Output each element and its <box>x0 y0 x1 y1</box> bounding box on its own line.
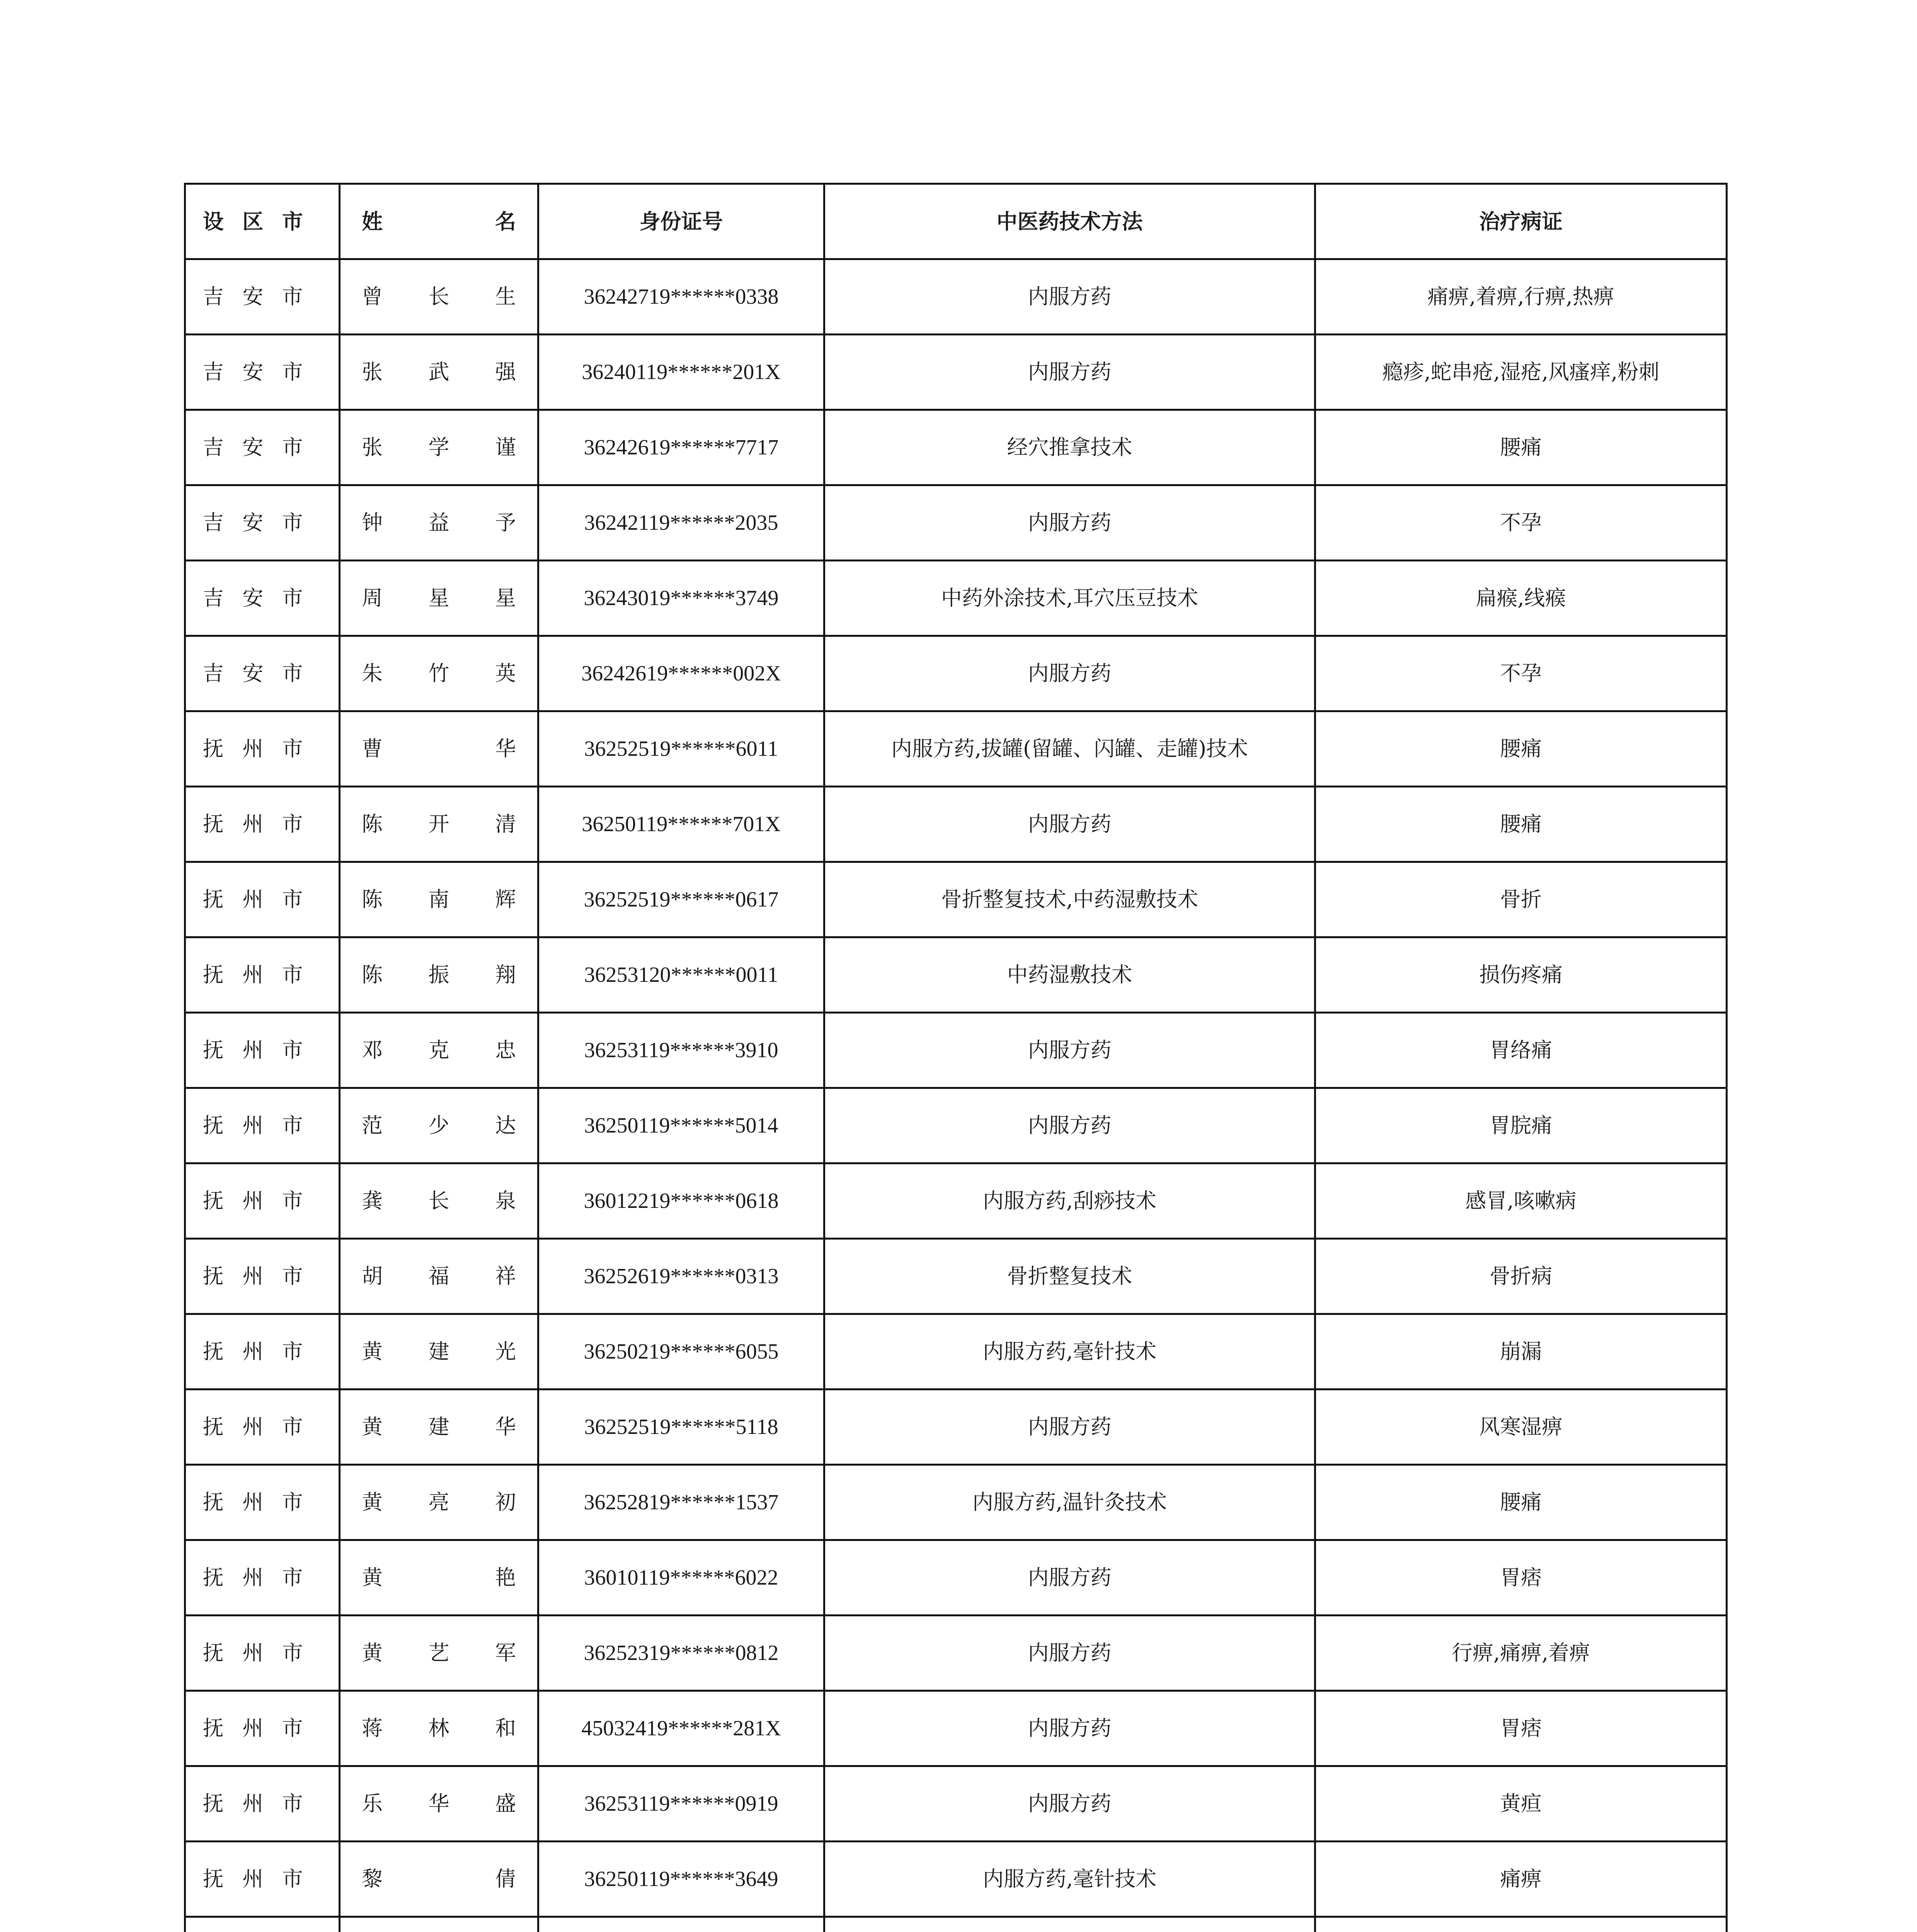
cell-method <box>824 1917 1315 1932</box>
cell-id-number: 45032419******281X <box>538 1691 824 1766</box>
cell-id-number: 36242619******7717 <box>538 410 824 485</box>
name-char: 陈 <box>362 812 383 836</box>
cell-method: 内服方药 <box>824 485 1315 561</box>
cell-city: 抚州市 <box>185 1013 340 1088</box>
cell-name <box>340 862 538 937</box>
cell-id-number: 36250119******3649 <box>538 1842 824 1917</box>
header-name-part: 姓 <box>362 209 383 234</box>
cell-city: 抚州市 <box>185 1842 340 1917</box>
name-char: 建 <box>428 1415 449 1439</box>
name-char: 张 <box>362 435 383 459</box>
cell-name <box>340 561 538 636</box>
name-char: 谨 <box>495 435 516 459</box>
cell-name <box>340 410 538 485</box>
cell-method: 骨折整复技术 <box>824 1239 1315 1314</box>
cell-name-text <box>362 434 516 461</box>
name-char: 南 <box>428 887 449 912</box>
name-char: 曾 <box>362 284 383 309</box>
name-char: 亮 <box>428 1490 449 1514</box>
cell-city: 抚州市 <box>185 1691 340 1766</box>
cell-city: 抚州市 <box>185 1465 340 1540</box>
table-row <box>185 1239 1727 1314</box>
table-row <box>185 1314 1727 1389</box>
name-char: 倩 <box>495 1867 516 1891</box>
table-row <box>185 410 1727 485</box>
name-char: 予 <box>495 510 516 535</box>
cell-method: 中药湿敷技术 <box>824 937 1315 1013</box>
cell-city: 抚州市 <box>185 1389 340 1465</box>
table-row <box>185 1917 1727 1932</box>
name-char: 初 <box>495 1490 516 1514</box>
cell-disease: 风寒湿痹 <box>1315 1389 1727 1465</box>
cell-disease: 腰痛 <box>1315 711 1727 787</box>
cell-city: 吉安市 <box>185 485 340 561</box>
name-char: 黄 <box>362 1415 383 1439</box>
cell-method: 内服方药 <box>824 1766 1315 1842</box>
name-char: 长 <box>428 1189 449 1213</box>
name-char: 福 <box>428 1264 449 1288</box>
cell-city: 吉安市 <box>185 259 340 335</box>
name-char: 长 <box>428 284 449 309</box>
cell-id-number: 36010119******6022 <box>538 1540 824 1616</box>
name-char: 学 <box>428 435 449 459</box>
cell-name-text <box>362 961 516 988</box>
cell-id-number: 36012219******0618 <box>538 1163 824 1239</box>
name-char: 黄 <box>362 1339 383 1364</box>
cell-method: 内服方药 <box>824 1616 1315 1691</box>
cell-disease: 不孕 <box>1315 636 1727 711</box>
name-char: 少 <box>428 1113 449 1138</box>
table-row <box>185 1013 1727 1088</box>
cell-name-text <box>362 1489 516 1516</box>
table-row <box>185 259 1727 335</box>
cell-name-text <box>362 1790 516 1817</box>
cell-id-number: 36250219******6055 <box>538 1314 824 1389</box>
name-char: 黎 <box>362 1867 383 1891</box>
cell-id-number: 36252519******6011 <box>538 711 824 787</box>
cell-name-text <box>362 1564 516 1591</box>
name-char: 强 <box>495 360 516 384</box>
cell-method: 内服方药,拔罐(留罐、闪罐、走罐)技术 <box>824 711 1315 787</box>
name-char: 艺 <box>428 1641 449 1665</box>
table-row <box>185 1616 1727 1691</box>
cell-method: 内服方药 <box>824 636 1315 711</box>
cell-method: 内服方药,毫针技术 <box>824 1314 1315 1389</box>
cell-name <box>340 1013 538 1088</box>
name-char: 陈 <box>362 887 383 912</box>
cell-id-number: 36253120******0011 <box>538 937 824 1013</box>
cell-method: 内服方药 <box>824 1540 1315 1616</box>
name-char: 开 <box>428 812 449 836</box>
cell-method: 经穴推拿技术 <box>824 410 1315 485</box>
cell-method: 内服方药 <box>824 1013 1315 1088</box>
cell-id-number: 36242719******0338 <box>538 259 824 335</box>
cell-city: 抚州市 <box>185 1163 340 1239</box>
cell-id-number: 36252619******0313 <box>538 1239 824 1314</box>
name-char: 龚 <box>362 1189 383 1213</box>
cell-id-number: 36242119******2035 <box>538 485 824 561</box>
table-row <box>185 1163 1727 1239</box>
cell-city <box>185 1917 340 1932</box>
header-city: 设区市 <box>185 184 340 259</box>
name-char: 蒋 <box>362 1716 383 1740</box>
name-char: 克 <box>428 1038 449 1062</box>
cell-disease: 崩漏 <box>1315 1314 1727 1389</box>
cell-disease: 感冒,咳嗽病 <box>1315 1163 1727 1239</box>
cell-id-number: 36252319******0812 <box>538 1616 824 1691</box>
cell-id-number: 36243019******3749 <box>538 561 824 636</box>
cell-city: 抚州市 <box>185 862 340 937</box>
cell-name <box>340 1314 538 1389</box>
cell-name <box>340 636 538 711</box>
name-char: 张 <box>362 360 383 384</box>
name-char: 朱 <box>362 661 383 685</box>
table-row <box>185 1389 1727 1465</box>
name-char: 华 <box>495 1415 516 1439</box>
table-row <box>185 937 1727 1013</box>
cell-id-number: 36242619******002X <box>538 636 824 711</box>
cell-method: 骨折整复技术,中药湿敷技术 <box>824 862 1315 937</box>
cell-disease: 行痹,痛痹,着痹 <box>1315 1616 1727 1691</box>
cell-method: 内服方药,毫针技术 <box>824 1842 1315 1917</box>
cell-disease <box>1315 1917 1727 1932</box>
name-char: 林 <box>428 1716 449 1740</box>
cell-disease: 胃络痛 <box>1315 1013 1727 1088</box>
table-row <box>185 335 1727 410</box>
name-char: 翔 <box>495 963 516 987</box>
cell-method: 内服方药,温针灸技术 <box>824 1465 1315 1540</box>
cell-city: 吉安市 <box>185 561 340 636</box>
cell-method: 内服方药 <box>824 787 1315 862</box>
cell-name-text <box>362 1866 516 1893</box>
cell-city: 吉安市 <box>185 636 340 711</box>
name-char: 益 <box>428 510 449 535</box>
name-char: 曹 <box>362 736 383 761</box>
cell-name-text <box>362 509 516 536</box>
cell-id-number <box>538 1917 824 1932</box>
cell-city: 抚州市 <box>185 1616 340 1691</box>
name-char: 周 <box>362 586 383 610</box>
cell-city: 抚州市 <box>185 1239 340 1314</box>
table-row <box>185 787 1727 862</box>
cell-name-text <box>362 1112 516 1139</box>
cell-disease: 胃痞 <box>1315 1540 1727 1616</box>
name-char: 胡 <box>362 1264 383 1288</box>
cell-name-text <box>362 811 516 838</box>
header-id-number: 身份证号 <box>538 184 824 259</box>
cell-name-text <box>362 1187 516 1214</box>
name-char: 英 <box>495 661 516 685</box>
cell-name <box>340 259 538 335</box>
cell-name-text <box>362 886 516 913</box>
cell-disease: 黄疸 <box>1315 1766 1727 1842</box>
header-name-part: 名 <box>495 209 516 234</box>
cell-id-number: 36252519******5118 <box>538 1389 824 1465</box>
cell-name-text <box>362 585 516 612</box>
cell-disease: 胃痞 <box>1315 1691 1727 1766</box>
name-char: 黄 <box>362 1641 383 1665</box>
name-char: 星 <box>495 586 516 610</box>
name-char: 竹 <box>428 661 449 685</box>
cell-name <box>340 1842 538 1917</box>
cell-name-text <box>362 359 516 386</box>
table-body <box>185 259 1727 1932</box>
cell-method: 中药外涂技术,耳穴压豆技术 <box>824 561 1315 636</box>
cell-id-number: 36252819******1537 <box>538 1465 824 1540</box>
cell-name-text <box>362 1413 516 1440</box>
cell-city: 吉安市 <box>185 335 340 410</box>
table-row <box>185 561 1727 636</box>
name-char: 黄 <box>362 1490 383 1514</box>
name-char: 达 <box>495 1113 516 1138</box>
table-row <box>185 1465 1727 1540</box>
cell-city: 抚州市 <box>185 1314 340 1389</box>
name-char: 辉 <box>495 887 516 912</box>
cell-disease: 骨折 <box>1315 862 1727 937</box>
name-char: 华 <box>428 1791 449 1816</box>
cell-name <box>340 1239 538 1314</box>
name-char: 祥 <box>495 1264 516 1288</box>
cell-name <box>340 1540 538 1616</box>
cell-method: 内服方药 <box>824 335 1315 410</box>
cell-name <box>340 1465 538 1540</box>
cell-name <box>340 1616 538 1691</box>
cell-disease: 胃脘痛 <box>1315 1088 1727 1163</box>
cell-name <box>340 1766 538 1842</box>
name-char: 忠 <box>495 1038 516 1062</box>
document-table <box>184 183 1728 1932</box>
name-char: 泉 <box>495 1189 516 1213</box>
cell-method: 内服方药 <box>824 259 1315 335</box>
name-char: 建 <box>428 1339 449 1364</box>
cell-disease: 损伤疼痛 <box>1315 937 1727 1013</box>
cell-city: 抚州市 <box>185 1766 340 1842</box>
name-char: 邓 <box>362 1038 383 1062</box>
table-row <box>185 1766 1727 1842</box>
cell-name <box>340 787 538 862</box>
table-row <box>185 862 1727 937</box>
cell-city: 抚州市 <box>185 711 340 787</box>
cell-city: 抚州市 <box>185 937 340 1013</box>
name-char: 乐 <box>362 1791 383 1816</box>
name-char: 武 <box>428 360 449 384</box>
cell-name <box>340 335 538 410</box>
table-row <box>185 1088 1727 1163</box>
cell-disease: 扁瘊,线瘊 <box>1315 561 1727 636</box>
cell-city: 抚州市 <box>185 787 340 862</box>
cell-name <box>340 937 538 1013</box>
cell-name-text <box>362 1263 516 1290</box>
table-row <box>185 485 1727 561</box>
cell-disease: 骨折病 <box>1315 1239 1727 1314</box>
header-method: 中医药技术方法 <box>824 184 1315 259</box>
name-char: 陈 <box>362 963 383 987</box>
name-char: 盛 <box>495 1791 516 1816</box>
cell-name <box>340 1389 538 1465</box>
cell-city: 抚州市 <box>185 1540 340 1616</box>
cell-id-number: 36240119******201X <box>538 335 824 410</box>
name-char: 振 <box>428 963 449 987</box>
table-row <box>185 711 1727 787</box>
name-char: 生 <box>495 284 516 309</box>
cell-method: 内服方药 <box>824 1691 1315 1766</box>
cell-id-number: 36252519******0617 <box>538 862 824 937</box>
cell-disease: 痛痹 <box>1315 1842 1727 1917</box>
cell-id-number: 36253119******0919 <box>538 1766 824 1842</box>
cell-name <box>340 1691 538 1766</box>
cell-name-text <box>362 660 516 687</box>
cell-name-text <box>362 1037 516 1064</box>
name-char: 钟 <box>362 510 383 535</box>
cell-city: 抚州市 <box>185 1088 340 1163</box>
cell-disease: 瘾疹,蛇串疮,湿疮,风瘙痒,粉刺 <box>1315 335 1727 410</box>
cell-disease: 腰痛 <box>1315 410 1727 485</box>
cell-name-text <box>362 283 516 310</box>
name-char: 清 <box>495 812 516 836</box>
cell-method: 内服方药 <box>824 1088 1315 1163</box>
cell-id-number: 36250119******5014 <box>538 1088 824 1163</box>
cell-disease: 腰痛 <box>1315 787 1727 862</box>
name-char: 范 <box>362 1113 383 1138</box>
cell-name-text <box>362 1338 516 1365</box>
cell-city: 吉安市 <box>185 410 340 485</box>
header-disease: 治疗病证 <box>1315 184 1727 259</box>
name-char: 黄 <box>362 1565 383 1590</box>
cell-disease: 痛痹,着痹,行痹,热痹 <box>1315 259 1727 335</box>
cell-id-number: 36250119******701X <box>538 787 824 862</box>
cell-name-text <box>362 735 516 762</box>
name-char: 光 <box>495 1339 516 1364</box>
cell-name <box>340 711 538 787</box>
name-char: 华 <box>495 736 516 761</box>
table-row <box>185 636 1727 711</box>
cell-name <box>340 1163 538 1239</box>
cell-name <box>340 1088 538 1163</box>
name-char: 星 <box>428 586 449 610</box>
name-char: 军 <box>495 1641 516 1665</box>
cell-name-text <box>362 1715 516 1742</box>
cell-method: 内服方药,刮痧技术 <box>824 1163 1315 1239</box>
cell-name-text <box>362 1639 516 1667</box>
cell-name <box>340 485 538 561</box>
table-row <box>185 1540 1727 1616</box>
cell-disease: 不孕 <box>1315 485 1727 561</box>
cell-method: 内服方药 <box>824 1389 1315 1465</box>
name-char: 和 <box>495 1716 516 1740</box>
name-char: 艳 <box>495 1565 516 1590</box>
cell-id-number: 36253119******3910 <box>538 1013 824 1088</box>
cell-disease: 腰痛 <box>1315 1465 1727 1540</box>
cell-name <box>340 1917 538 1932</box>
table-row <box>185 1691 1727 1766</box>
header-name <box>340 184 538 259</box>
table-row <box>185 1842 1727 1917</box>
table-header-row <box>185 184 1727 259</box>
